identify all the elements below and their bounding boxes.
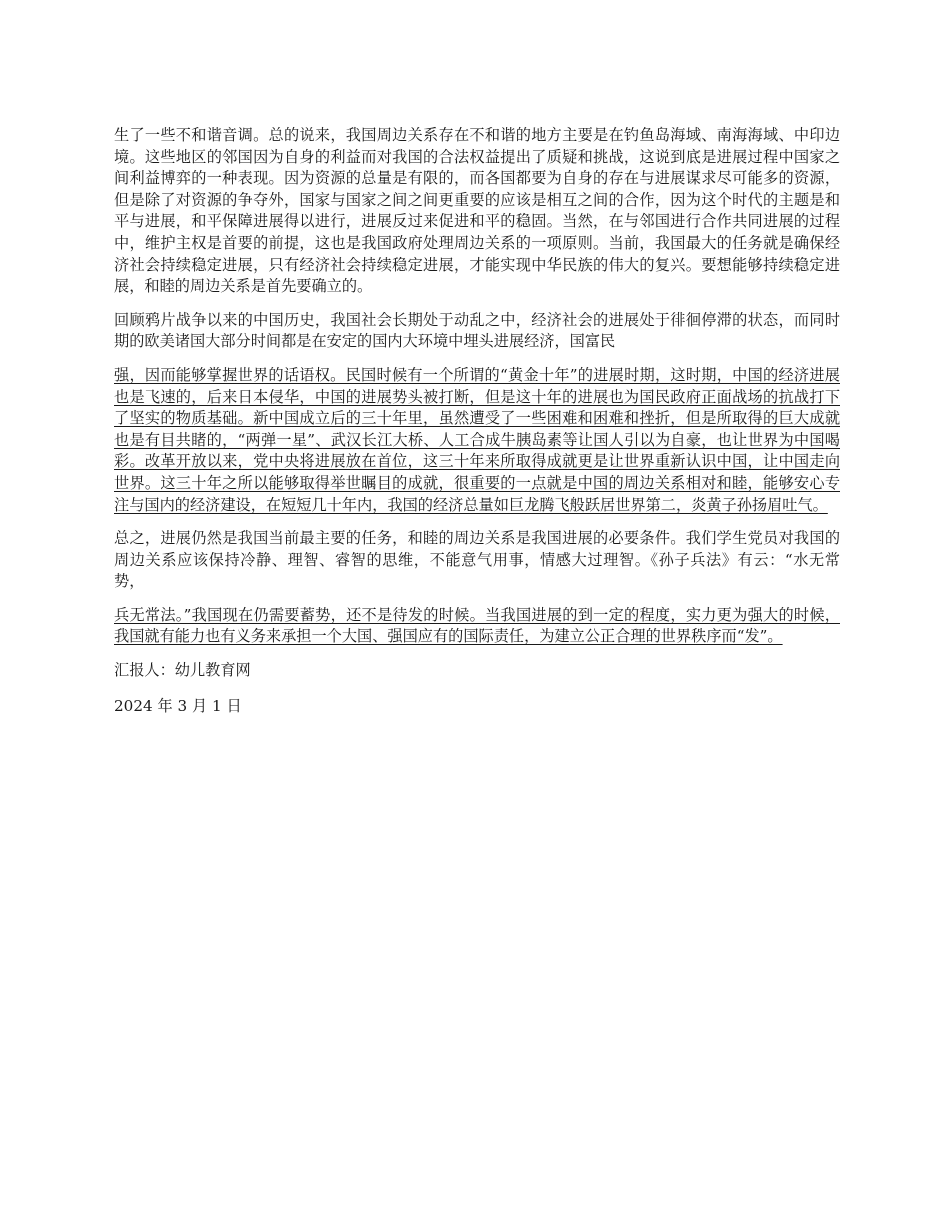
date-line: 2024 年 3 月 1 日 <box>114 696 242 715</box>
paragraph-5-underlined: 兵无常法。”我国现在仍需要蓄势，还不是待发的时候。当我国进展的到一定的程度，实力更为强大的时候，我国就有能力也有义务来承担一个大国、强国应有的国际责任，为建立公正合理的世界秩序而“发”。 <box>114 605 840 646</box>
paragraph-2: 回顾鸦片战争以来的中国历史，我国社会长期处于动乱之中，经济社会的进展处于徘徊停滞的状态，而同时期的欧美诸国大部分时间都是在安定的国内大环境中埋头进展经济，国富民 <box>114 310 840 351</box>
document-page <box>114 125 840 731</box>
paragraph-4: 总之，进展仍然是我国当前最主要的任务，和睦的周边关系是我国进展的必要条件。我们学生党员对我国的周边关系应该保持冷静、理智、睿智的思维，不能意气用事，情感大过理智。《孙子兵法》有云：“水无常势， <box>114 529 840 591</box>
paragraph-3-underlined: 强，因而能够掌握世界的话语权。民国时候有一个所谓的“黄金十年”的进展时期，这时期，中国的经济进展也是飞速的，后来日本侵华，中国的进展势头被打断，但是这十年的进展也为国民政府正面战场的抗战打下了坚实的物质基础。新中国成立后的三十年里，虽然遭受了一些困难和困难和挫折，但是所取得的巨大成就也是有目共睹的，“两弹一星”、武汉长江大桥、人工合成牛胰岛素等让国人引以为自豪，也让世界为中国喝彩。改革开放以来，党中央将进展放在首位，这三十年来所取得成就更是让世界重新认识中国，让中国走向世界。这三十年之所以能够取得举世瞩目的成就，很重要的一点就是中国的周边关系相对和睦，能够安心专注与国内的经济建设，在短短几十年内，我国的经济总量如巨龙腾飞般跃居世界第二，炎黄子孙扬眉吐气。 <box>114 365 840 514</box>
reporter-line: 汇报人：幼儿教育网 <box>114 661 251 680</box>
paragraph-1: 生了一些不和谐音调。总的说来，我国周边关系存在不和谐的地方主要是在钓鱼岛海域、南海海域、中印边境。这些地区的邻国因为自身的利益而对我国的合法权益提出了质疑和挑战，这说到底是进展过程中国家之间利益博弈的一种表现。因为资源的总量是有限的，而各国都要为自身的存在与进展谋求尽可能多的资源，但是除了对资源的争夺外，国家与国家之间之间更重要的应该是相互之间的合作，因为这个时代的主题是和平与进展，和平保障进展得以进行，进展反过来促进和平的稳固。当然，在与邻国进行合作共同进展的过程中，维护主权是首要的前提，这也是我国政府处理周边关系的一项原则。当前，我国最大的任务就是确保经济社会持续稳定进展，只有经济社会持续稳定进展，才能实现中华民族的伟大的复兴。要想能够持续稳定进展，和睦的周边关系是首先要确立的。 <box>114 126 840 296</box>
